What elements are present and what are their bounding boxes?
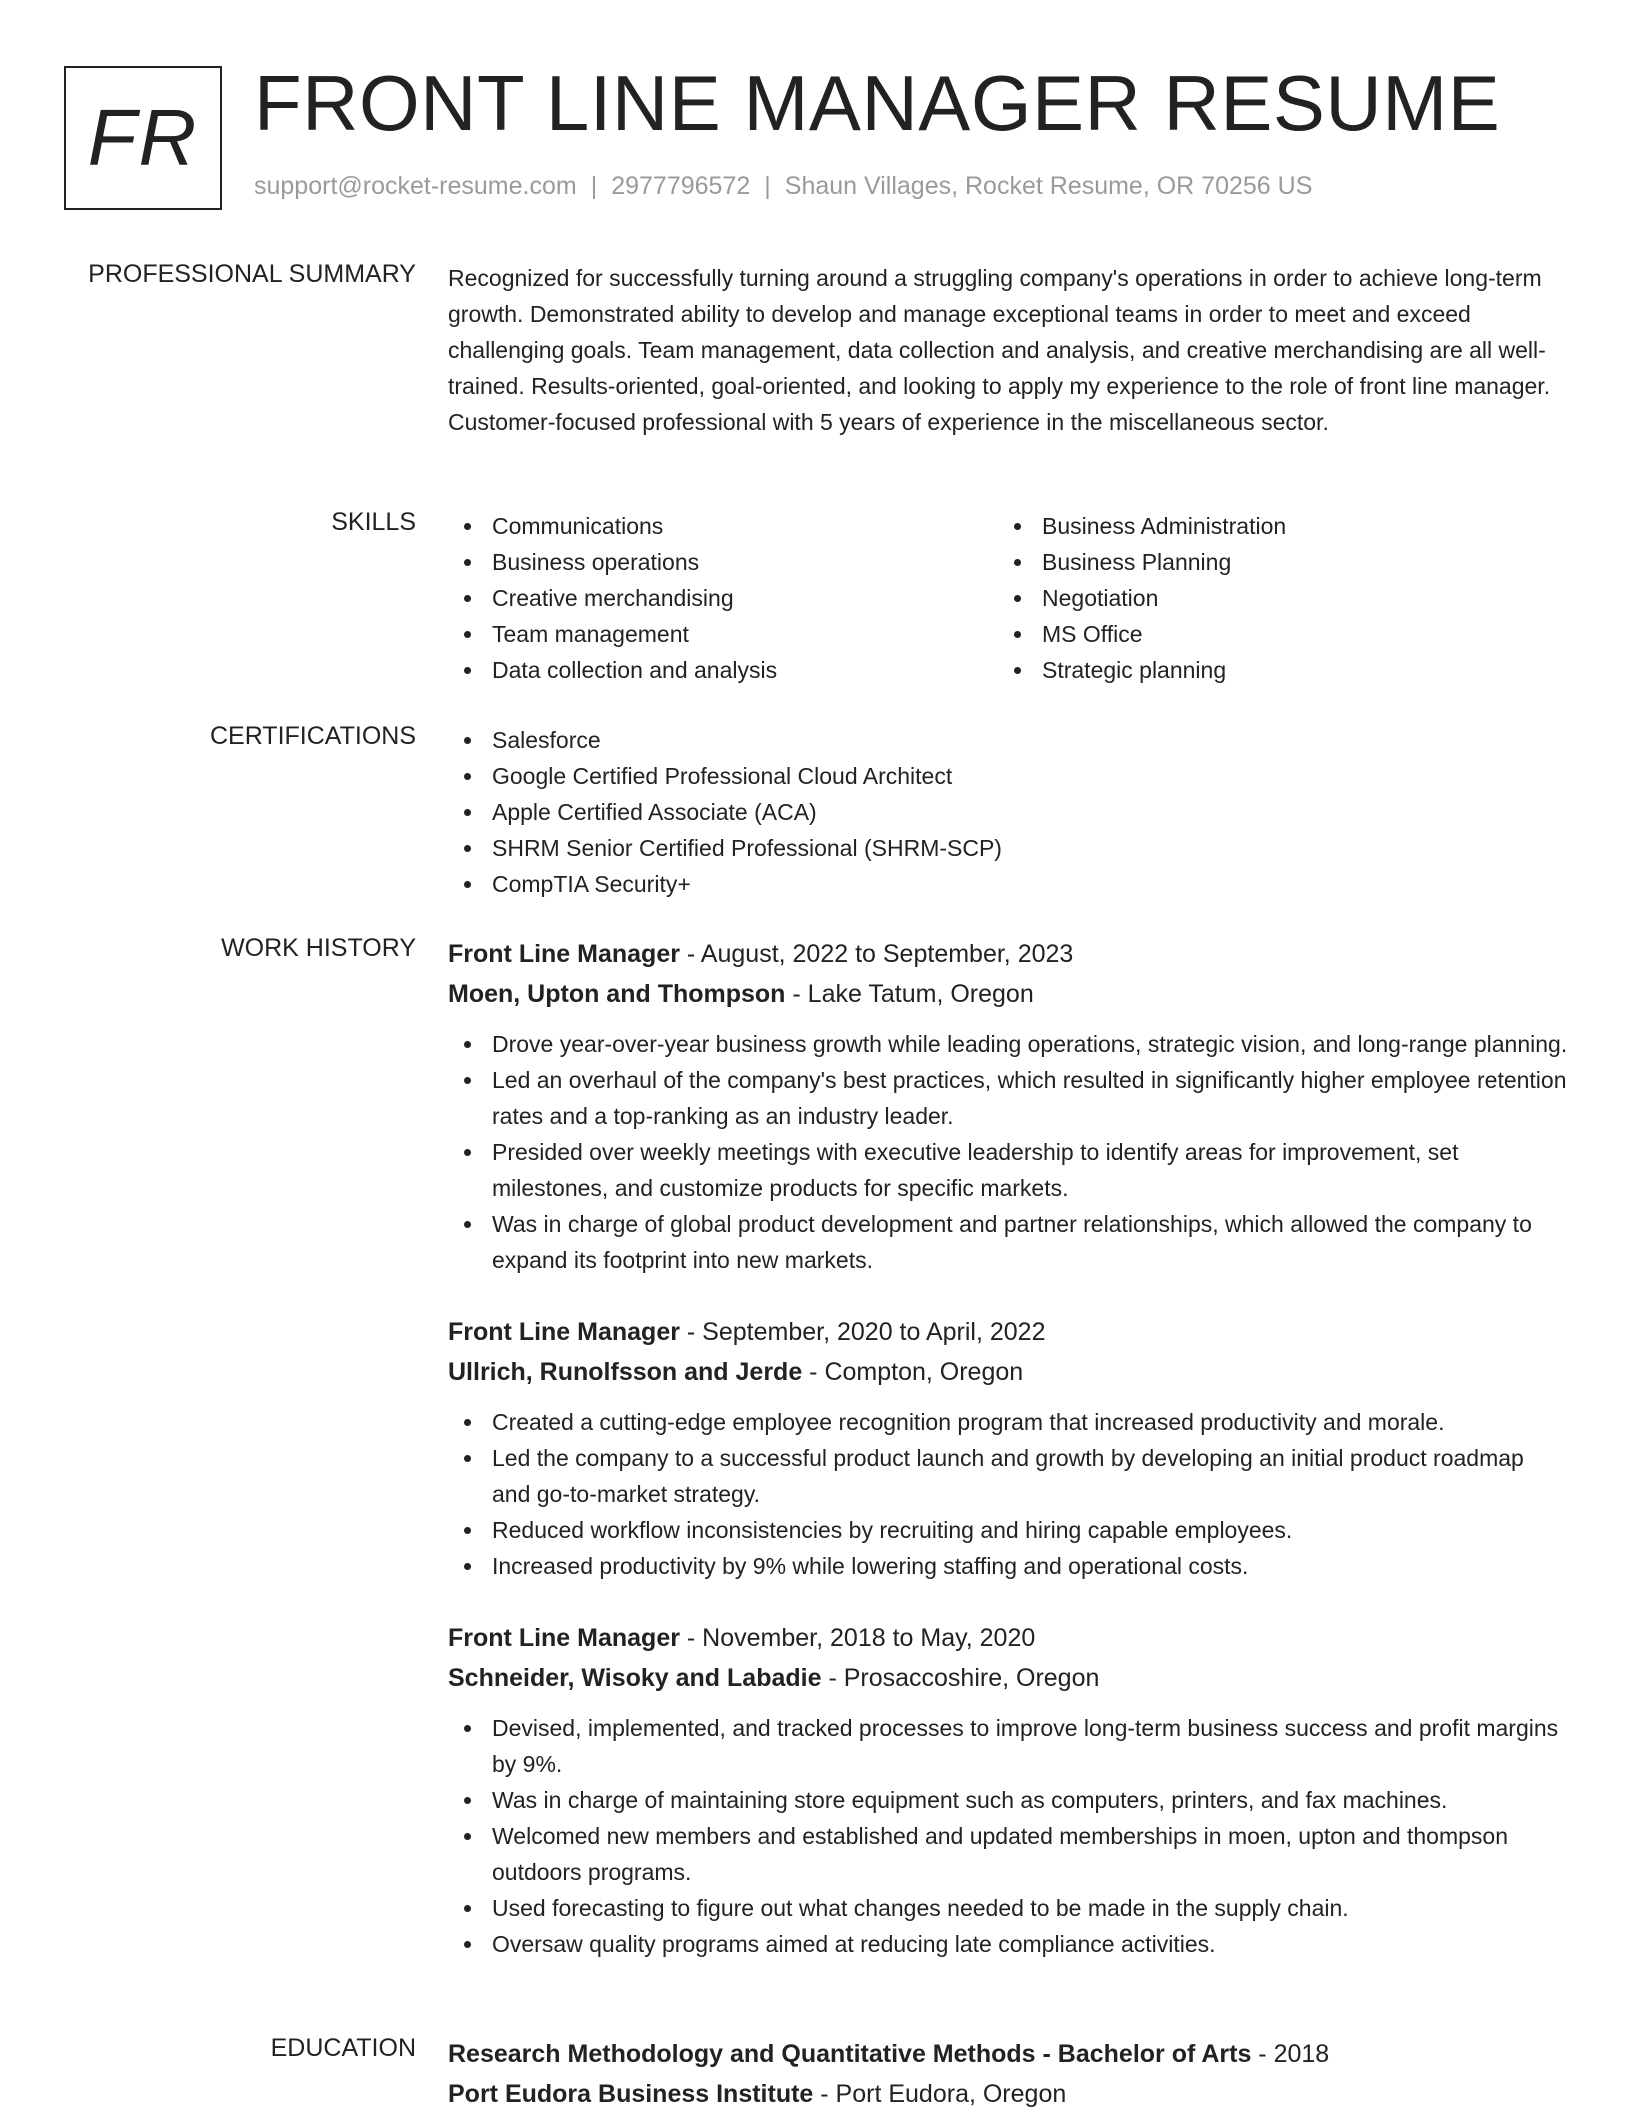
job-bullets <box>448 1710 1568 1962</box>
contact-separator: | <box>590 172 598 200</box>
contact-address: Shaun Villages, Rocket Resume, OR 70256 US <box>784 172 1313 200</box>
skills-heading: SKILLS <box>331 508 416 536</box>
job-bullet: Reduced workflow inconsistencies by recruiting and hiring capable employees. <box>448 1512 1568 1548</box>
skills-column-1 <box>448 508 998 688</box>
job-company: Schneider, Wisoky and Labadie <box>448 1664 822 1692</box>
job-bullet: Used forecasting to figure out what changes needed to be made in the supply chain. <box>448 1890 1568 1926</box>
certification-item: CompTIA Security+ <box>448 866 1568 902</box>
job-company-line <box>448 1658 1568 1698</box>
job-location: - Lake Tatum, Oregon <box>785 980 1034 1008</box>
skills-grid <box>448 508 1568 688</box>
job-location: - Prosaccoshire, Oregon <box>821 1664 1100 1692</box>
skill-item: MS Office <box>998 616 1548 652</box>
job-title: Front Line Manager <box>448 1318 680 1346</box>
education-body <box>448 2034 1568 2112</box>
job-dates: - November, 2018 to May, 2020 <box>679 1624 1036 1652</box>
job-title: Front Line Manager <box>448 1624 680 1652</box>
contact-email: support@rocket-resume.com <box>254 172 577 200</box>
skills-body <box>448 508 1568 688</box>
job-bullet: Welcomed new members and established and updated memberships in moen, upton and thompson outdoors programs. <box>448 1818 1568 1890</box>
monogram-initials: FR <box>87 93 199 182</box>
education-degree: Research Methodology and Quantitative Methods - Bachelor of Arts <box>448 2040 1252 2068</box>
job-company: Ullrich, Runolfsson and Jerde <box>448 1358 803 1386</box>
job-bullets <box>448 1026 1568 1278</box>
education-degree-line <box>448 2034 1568 2074</box>
education-year: - 2018 <box>1251 2040 1330 2068</box>
job-bullet: Was in charge of maintaining store equipment such as computers, printers, and fax machines. <box>448 1782 1568 1818</box>
job-bullet: Presided over weekly meetings with executive leadership to identify areas for improvement, set milestones, and customize products for specific markets. <box>448 1134 1568 1206</box>
certification-item: Google Certified Professional Cloud Architect <box>448 758 1568 794</box>
job-entry <box>448 1618 1568 1962</box>
skill-item: Creative merchandising <box>448 580 998 616</box>
education-school-line <box>448 2074 1568 2112</box>
contact-line <box>254 172 1312 201</box>
skill-item: Communications <box>448 508 998 544</box>
job-entry <box>448 934 1568 1278</box>
job-bullet: Created a cutting-edge employee recognition program that increased productivity and morale. <box>448 1404 1568 1440</box>
job-company-line <box>448 1352 1568 1392</box>
summary-heading: PROFESSIONAL SUMMARY <box>88 260 416 288</box>
work-history-heading: WORK HISTORY <box>221 934 416 962</box>
education-location: - Port Eudora, Oregon <box>813 2080 1067 2108</box>
job-bullet: Increased productivity by 9% while lowering staffing and operational costs. <box>448 1548 1568 1584</box>
resume-header <box>64 59 1568 210</box>
certification-item: SHRM Senior Certified Professional (SHRM-SCP) <box>448 830 1568 866</box>
skill-item: Data collection and analysis <box>448 652 998 688</box>
certifications-heading: CERTIFICATIONS <box>209 722 416 750</box>
summary-text: Recognized for successfully turning around a struggling company's operations in order to achieve long-term growth. Demonstrated ability to develop and manage exceptional teams in order to meet and exceed challenging goals. Team management, data collection and analysis, and creative merchandising are all well-trained. Results-oriented, goal-oriented, and looking to apply my experience to the role of front line manager. Customer-focused professional with 5 years of experience in the miscellaneous sector. <box>448 265 1551 435</box>
work-history-body <box>448 934 1568 1996</box>
job-company-line <box>448 974 1568 1014</box>
job-bullet: Was in charge of global product development and partner relationships, which allowed the company to expand its footprint into new markets. <box>448 1206 1568 1278</box>
job-entry <box>448 1312 1568 1584</box>
education-school: Port Eudora Business Institute <box>448 2080 814 2108</box>
certification-item: Salesforce <box>448 722 1568 758</box>
job-location: - Compton, Oregon <box>802 1358 1024 1386</box>
monogram-box <box>64 66 222 210</box>
education-heading: EDUCATION <box>270 2034 416 2062</box>
skill-item: Team management <box>448 616 998 652</box>
job-dates: - September, 2020 to April, 2022 <box>679 1318 1046 1346</box>
job-bullet: Drove year-over-year business growth while leading operations, strategic vision, and long-range planning. <box>448 1026 1568 1062</box>
job-bullet: Led the company to a successful product launch and growth by developing an initial product roadmap and go-to-market strategy. <box>448 1440 1568 1512</box>
job-title: Front Line Manager <box>448 940 680 968</box>
job-dates: - August, 2022 to September, 2023 <box>679 940 1074 968</box>
contact-phone: 2977796572 <box>611 172 751 200</box>
skill-item: Business Administration <box>998 508 1548 544</box>
job-company: Moen, Upton and Thompson <box>448 980 786 1008</box>
job-title-line <box>448 1312 1568 1352</box>
page-title: FRONT LINE MANAGER RESUME <box>254 59 1501 147</box>
job-title-line <box>448 1618 1568 1658</box>
certifications-body <box>448 722 1568 902</box>
skill-item: Business operations <box>448 544 998 580</box>
job-bullet: Oversaw quality programs aimed at reducing late compliance activities. <box>448 1926 1568 1962</box>
job-bullet: Led an overhaul of the company's best practices, which resulted in significantly higher employee retention rates and a top-ranking as an industry leader. <box>448 1062 1568 1134</box>
contact-separator: | <box>764 172 771 200</box>
skill-item: Strategic planning <box>998 652 1548 688</box>
skill-item: Negotiation <box>998 580 1548 616</box>
job-bullets <box>448 1404 1568 1584</box>
skill-item: Business Planning <box>998 544 1548 580</box>
job-bullet: Devised, implemented, and tracked processes to improve long-term business success and profit margins by 9%. <box>448 1710 1568 1782</box>
job-title-line <box>448 934 1568 974</box>
skills-column-2 <box>998 508 1548 688</box>
certification-item: Apple Certified Associate (ACA) <box>448 794 1568 830</box>
certifications-list <box>448 722 1568 902</box>
